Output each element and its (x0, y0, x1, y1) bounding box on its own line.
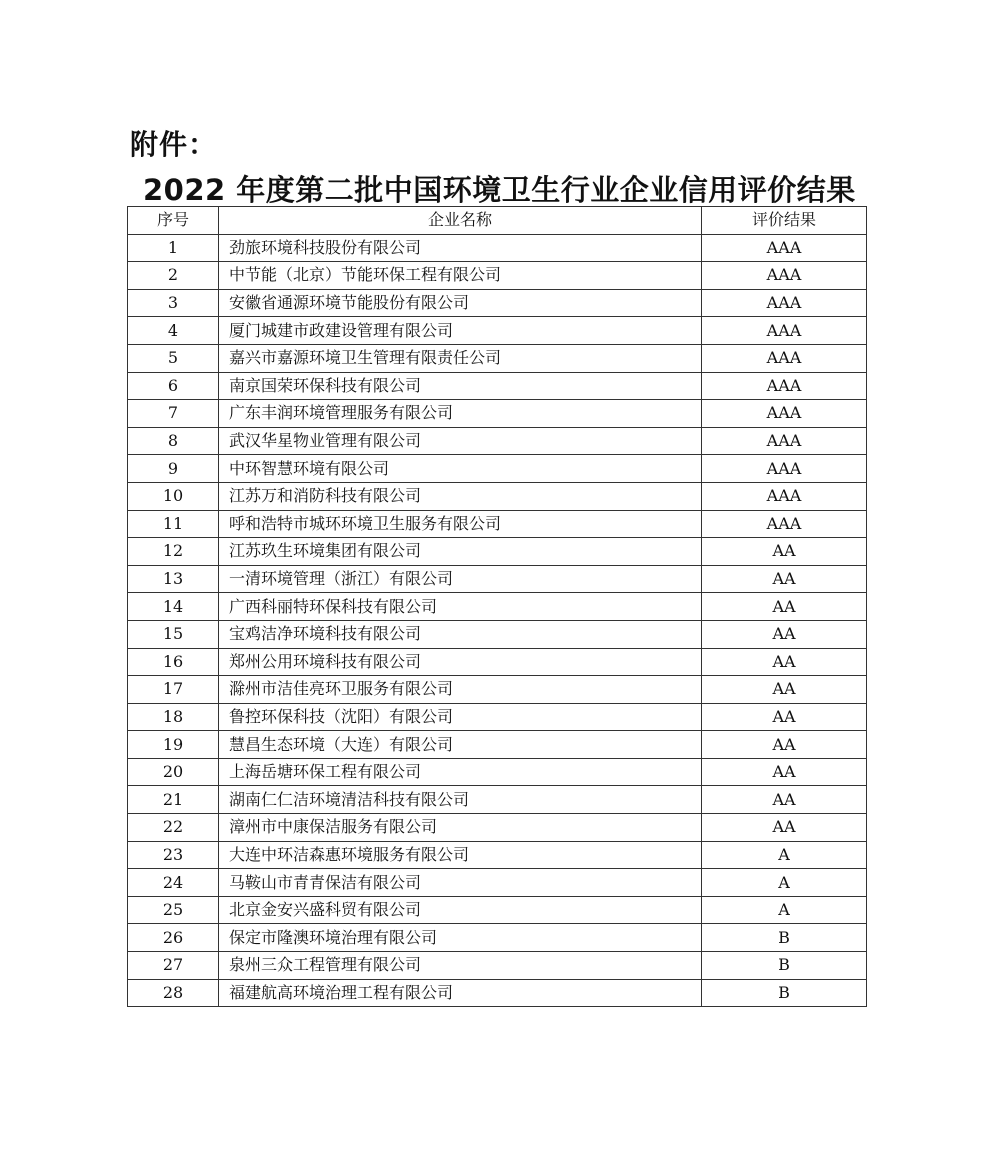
row-rating: AAA (702, 234, 867, 262)
row-company-name: 中节能（北京）节能环保工程有限公司 (219, 262, 702, 290)
row-index: 5 (128, 344, 219, 372)
row-index: 12 (128, 538, 219, 566)
row-index: 3 (128, 289, 219, 317)
table-row (128, 841, 867, 869)
row-company-name: 马鞍山市青青保洁有限公司 (219, 869, 702, 897)
row-rating: AA (702, 703, 867, 731)
row-rating: B (702, 952, 867, 980)
row-rating: AAA (702, 372, 867, 400)
table-header-row (128, 207, 867, 235)
table-row (128, 262, 867, 290)
row-company-name: 中环智慧环境有限公司 (219, 455, 702, 483)
row-index: 22 (128, 814, 219, 842)
table-row (128, 455, 867, 483)
row-index: 6 (128, 372, 219, 400)
table-row (128, 620, 867, 648)
header-rating: 评价结果 (702, 207, 867, 235)
table-row (128, 869, 867, 897)
row-index: 15 (128, 620, 219, 648)
row-rating: AA (702, 731, 867, 759)
row-company-name: 保定市隆澳环境治理有限公司 (219, 924, 702, 952)
row-company-name: 一清环境管理（浙江）有限公司 (219, 565, 702, 593)
row-index: 27 (128, 952, 219, 980)
table-row (128, 648, 867, 676)
table-row (128, 731, 867, 759)
row-index: 26 (128, 924, 219, 952)
table-row (128, 427, 867, 455)
header-index: 序号 (128, 207, 219, 235)
row-rating: AA (702, 538, 867, 566)
row-index: 18 (128, 703, 219, 731)
row-rating: AA (702, 786, 867, 814)
row-rating: AAA (702, 344, 867, 372)
row-company-name: 上海岳塘环保工程有限公司 (219, 758, 702, 786)
row-company-name: 漳州市中康保洁服务有限公司 (219, 814, 702, 842)
row-index: 7 (128, 400, 219, 428)
table-row (128, 565, 867, 593)
table-row (128, 510, 867, 538)
row-company-name: 滁州市洁佳亮环卫服务有限公司 (219, 676, 702, 704)
row-rating: AA (702, 565, 867, 593)
row-index: 9 (128, 455, 219, 483)
row-company-name: 郑州公用环境科技有限公司 (219, 648, 702, 676)
row-rating: AA (702, 593, 867, 621)
row-rating: B (702, 979, 867, 1007)
row-company-name: 广西科丽特环保科技有限公司 (219, 593, 702, 621)
table-row (128, 896, 867, 924)
row-company-name: 劲旅环境科技股份有限公司 (219, 234, 702, 262)
row-index: 10 (128, 482, 219, 510)
credit-rating-table (127, 206, 867, 1007)
row-company-name: 大连中环洁森惠环境服务有限公司 (219, 841, 702, 869)
row-rating: AA (702, 676, 867, 704)
header-company-name: 企业名称 (219, 207, 702, 235)
row-index: 16 (128, 648, 219, 676)
row-company-name: 北京金安兴盛科贸有限公司 (219, 896, 702, 924)
table-row (128, 703, 867, 731)
row-rating: AAA (702, 262, 867, 290)
row-rating: AAA (702, 317, 867, 345)
row-company-name: 武汉华星物业管理有限公司 (219, 427, 702, 455)
row-rating: AA (702, 620, 867, 648)
table-row (128, 979, 867, 1007)
row-rating: A (702, 896, 867, 924)
row-company-name: 厦门城建市政建设管理有限公司 (219, 317, 702, 345)
row-index: 25 (128, 896, 219, 924)
row-rating: AAA (702, 510, 867, 538)
row-index: 21 (128, 786, 219, 814)
document-title: 2022 年度第二批中国环境卫生行业企业信用评价结果 (143, 173, 856, 207)
table-row (128, 344, 867, 372)
row-company-name: 泉州三众工程管理有限公司 (219, 952, 702, 980)
table-body (128, 234, 867, 1007)
row-company-name: 湖南仁仁洁环境清洁科技有限公司 (219, 786, 702, 814)
row-company-name: 福建航高环境治理工程有限公司 (219, 979, 702, 1007)
row-rating: AAA (702, 455, 867, 483)
row-rating: B (702, 924, 867, 952)
row-index: 28 (128, 979, 219, 1007)
row-index: 8 (128, 427, 219, 455)
row-index: 2 (128, 262, 219, 290)
row-rating: AA (702, 758, 867, 786)
row-company-name: 广东丰润环境管理服务有限公司 (219, 400, 702, 428)
table-row (128, 538, 867, 566)
table-row (128, 482, 867, 510)
row-index: 23 (128, 841, 219, 869)
table-row (128, 814, 867, 842)
row-index: 17 (128, 676, 219, 704)
attachment-label: 附件： (130, 128, 218, 161)
row-company-name: 呼和浩特市城环环境卫生服务有限公司 (219, 510, 702, 538)
row-rating: AAA (702, 289, 867, 317)
row-rating: AAA (702, 400, 867, 428)
row-index: 13 (128, 565, 219, 593)
row-index: 11 (128, 510, 219, 538)
row-index: 20 (128, 758, 219, 786)
row-index: 24 (128, 869, 219, 897)
table-row (128, 786, 867, 814)
row-company-name: 嘉兴市嘉源环境卫生管理有限责任公司 (219, 344, 702, 372)
table-row (128, 317, 867, 345)
table-row (128, 234, 867, 262)
table-row (128, 400, 867, 428)
row-company-name: 慧昌生态环境（大连）有限公司 (219, 731, 702, 759)
row-company-name: 宝鸡洁净环境科技有限公司 (219, 620, 702, 648)
row-index: 1 (128, 234, 219, 262)
row-company-name: 江苏玖生环境集团有限公司 (219, 538, 702, 566)
row-rating: AA (702, 648, 867, 676)
table-row (128, 676, 867, 704)
row-rating: A (702, 841, 867, 869)
row-index: 19 (128, 731, 219, 759)
row-rating: AAA (702, 482, 867, 510)
table-row (128, 593, 867, 621)
row-index: 4 (128, 317, 219, 345)
row-company-name: 安徽省通源环境节能股份有限公司 (219, 289, 702, 317)
row-company-name: 江苏万和消防科技有限公司 (219, 482, 702, 510)
row-company-name: 鲁控环保科技（沈阳）有限公司 (219, 703, 702, 731)
row-index: 14 (128, 593, 219, 621)
table-row (128, 952, 867, 980)
row-rating: AA (702, 814, 867, 842)
table-row (128, 372, 867, 400)
row-rating: AAA (702, 427, 867, 455)
table-row (128, 758, 867, 786)
table-row (128, 924, 867, 952)
row-company-name: 南京国荣环保科技有限公司 (219, 372, 702, 400)
table-row (128, 289, 867, 317)
row-rating: A (702, 869, 867, 897)
